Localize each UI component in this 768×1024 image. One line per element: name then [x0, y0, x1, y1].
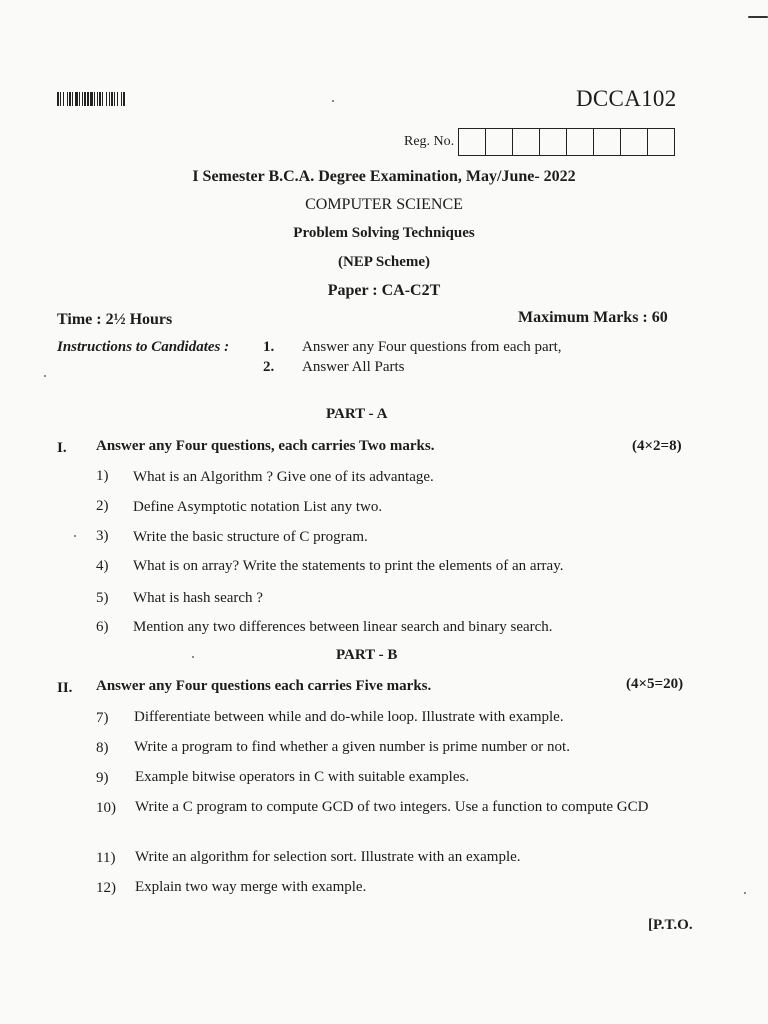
- reg-box[interactable]: [459, 129, 486, 155]
- question-number: 8): [96, 740, 109, 756]
- reg-box[interactable]: [648, 129, 674, 155]
- reg-no-boxes[interactable]: [458, 128, 675, 156]
- scan-speck: [192, 656, 194, 658]
- question-number: 4): [96, 558, 109, 574]
- reg-box[interactable]: [621, 129, 648, 155]
- time-allowed: Time : 2½ Hours: [57, 311, 173, 328]
- instruction-text: Answer any Four questions from each part,: [302, 339, 562, 355]
- paper-code: DCCA102: [576, 86, 677, 111]
- reg-box[interactable]: [594, 129, 621, 155]
- instructions-label: Instructions to Candidates :: [57, 339, 230, 355]
- maximum-marks: Maximum Marks : 60: [518, 309, 668, 326]
- question-text: What is an Algorithm ? Give one of its advantage.: [133, 469, 434, 485]
- scheme-title: (NEP Scheme): [337, 254, 431, 270]
- question-number: 10): [96, 800, 116, 816]
- section-number: I.: [57, 440, 67, 456]
- reg-box[interactable]: [540, 129, 567, 155]
- question-number: 2): [96, 498, 109, 514]
- scan-speck: [74, 535, 76, 537]
- barcode-bar: [125, 92, 126, 106]
- part-a-heading: PART - A: [326, 406, 388, 422]
- section-marks: (4×5=20): [626, 676, 684, 692]
- paper-title: Paper : CA-C2T: [327, 282, 441, 299]
- question-text: Write an algorithm for selection sort. Illustrate with an example.: [135, 849, 521, 865]
- part-b-heading: PART - B: [336, 647, 398, 663]
- course-title: Problem Solving Techniques: [293, 225, 475, 241]
- question-number: 7): [96, 710, 109, 726]
- section-instruction: Answer any Four questions, each carries Two marks.: [96, 438, 435, 454]
- instruction-number: 2.: [263, 359, 275, 375]
- question-number: 1): [96, 468, 109, 484]
- question-text: What is hash search ?: [133, 590, 263, 606]
- scan-speck: [44, 375, 46, 377]
- scan-speck: [744, 892, 746, 894]
- question-number: 6): [96, 619, 109, 635]
- section-instruction: Answer any Four questions each carries Five marks.: [96, 678, 432, 694]
- reg-no-field: [404, 128, 675, 156]
- reg-box[interactable]: [486, 129, 513, 155]
- question-text: Mention any two differences between linear search and binary search.: [133, 619, 553, 635]
- scan-speck: [332, 100, 334, 102]
- exam-title: I Semester B.C.A. Degree Examination, May/June- 2022: [192, 168, 576, 185]
- instruction-text: Answer All Parts: [302, 359, 405, 375]
- question-text: Define Asymptotic notation List any two.: [133, 499, 383, 515]
- question-number: 9): [96, 770, 109, 786]
- question-text: What is on array? Write the statements to print the elements of an array.: [133, 558, 564, 574]
- subject-title: COMPUTER SCIENCE: [305, 196, 463, 213]
- scan-mark: [748, 16, 768, 18]
- instruction-number: 1.: [263, 339, 275, 355]
- question-text: Example bitwise operators in C with suitable examples.: [135, 769, 470, 785]
- section-marks: (4×2=8): [632, 438, 682, 454]
- question-text: Differentiate between while and do-while loop. Illustrate with example.: [134, 709, 564, 725]
- question-number: 11): [96, 850, 116, 866]
- barcode: [57, 92, 177, 106]
- section-number: II.: [57, 680, 73, 696]
- reg-box[interactable]: [513, 129, 540, 155]
- question-text: Write the basic structure of C program.: [133, 529, 368, 545]
- question-text: Write a program to find whether a given number is prime number or not.: [134, 739, 570, 755]
- question-text: Explain two way merge with example.: [135, 879, 367, 895]
- question-number: 3): [96, 528, 109, 544]
- pto-mark: [P.T.O.: [648, 917, 693, 933]
- question-number: 5): [96, 590, 109, 606]
- question-number: 12): [96, 880, 116, 896]
- question-text: Write a C program to compute GCD of two integers. Use a function to compute GCD: [135, 799, 649, 815]
- reg-no-label: Reg. No.: [404, 134, 455, 149]
- reg-box[interactable]: [567, 129, 594, 155]
